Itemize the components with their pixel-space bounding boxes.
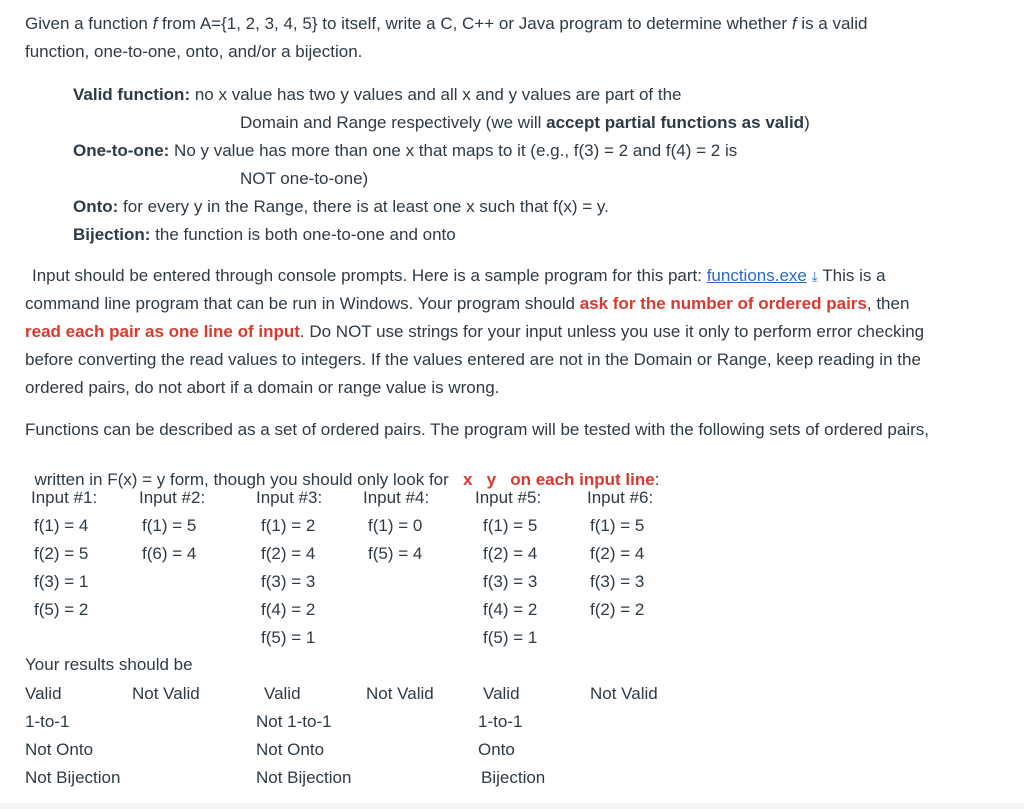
definition-text: Domain and Range respectively (we will [240,113,547,132]
definition-label: Valid function: [73,85,191,104]
input-para-line-4: before converting the read values to integers. If the values entered are not in the Domain or Range, keep reading in the [25,350,921,369]
result-line: Onto [478,740,515,759]
result-column-6 [590,680,658,708]
definition-text: ) [804,113,810,132]
input-column-2 [139,484,205,568]
ordered-pair: f(5) = 1 [261,628,316,647]
results-heading: Your results should be [25,655,193,674]
ordered-pair: f(1) = 0 [368,516,423,535]
bottom-divider [0,803,1024,809]
result-line: Not Valid [590,684,658,703]
input-column-3 [256,484,322,652]
ordered-pair: f(4) = 2 [261,600,316,619]
intro-text: from A={1, 2, 3, 4, 5} to itself, write a C, C++ or Java program to determine whether [157,14,792,33]
result-line: Not Valid [132,684,200,703]
functions-exe-link[interactable]: functions.exe [706,266,807,285]
ordered-pair: f(3) = 1 [34,572,89,591]
intro-text: is a valid [796,14,868,33]
input-header: Input #6: [587,488,654,507]
input-header: Input #1: [31,488,98,507]
ordered-pair: f(3) = 3 [590,572,645,591]
para-text: . Do NOT use strings for your input unless you use it only to perform error checking [299,322,925,341]
result-line: Not Onto [256,740,325,759]
definition-one-to-one [73,140,737,162]
func-para-line-2 [25,447,659,491]
ordered-pair: f(6) = 4 [142,544,197,563]
result-column-2 [132,680,200,708]
intro-line-2: function, one-to-one, onto, and/or a bijection. [25,42,363,61]
ordered-pair: f(2) = 4 [261,544,316,563]
input-para-line-5: ordered pairs, do not abort if a domain or range value is wrong. [25,378,500,397]
result-line: Bijection [481,768,546,787]
input-column-1 [31,484,97,624]
result-column-3 [256,680,351,792]
ordered-pair: f(1) = 2 [261,516,316,535]
result-line: Valid [483,684,520,703]
definition-bijection [73,224,456,246]
ordered-pair: f(3) = 3 [483,572,538,591]
para-text: : [654,470,660,489]
input-header: Input #4: [363,488,430,507]
result-line: Valid [25,684,62,703]
para-highlight: ask for the number of ordered pairs [579,294,867,313]
definition-label: Onto: [73,197,119,216]
para-text: This is a [817,266,886,285]
result-line: Not Valid [366,684,434,703]
definition-label: One-to-one: [73,141,170,160]
result-line: Not 1-to-1 [256,712,332,731]
ordered-pair: f(1) = 5 [483,516,538,535]
definition-text: the function is both one-to-one and onto [150,225,456,244]
input-column-6 [587,484,653,624]
input-header: Input #3: [256,488,323,507]
para-text: written in F(x) = y form, though you should only look for [34,470,459,489]
definition-text: no x value has two y values and all x and y values are part of the [190,85,682,104]
para-text: Input should be entered through console prompts. Here is a sample program for this part: [32,266,707,285]
result-column-5 [478,680,545,792]
input-para-line-3 [25,321,924,343]
ordered-pair: f(1) = 5 [142,516,197,535]
definition-valid [73,84,682,106]
result-line: Not Bijection [25,768,121,787]
ordered-pair: f(3) = 3 [261,572,316,591]
input-para-line-1 [32,265,886,287]
definition-emphasis: accept partial functions as valid [546,113,805,132]
definition-label: Bijection: [73,225,151,244]
result-line: Not Onto [25,740,94,759]
result-line: 1-to-1 [25,712,70,731]
result-line: Not Bijection [256,768,352,787]
para-highlight: x y on each input line [458,470,655,489]
ordered-pair: f(2) = 2 [590,600,645,619]
para-highlight: read each pair as one line of input [25,322,300,341]
para-text: command line program that can be run in Windows. Your program should [25,294,580,313]
result-line: Valid [264,684,301,703]
ordered-pair: f(1) = 4 [34,516,89,535]
ordered-pair: f(2) = 5 [34,544,89,563]
definition-valid-cont [240,112,810,134]
ordered-pair: f(5) = 4 [368,544,423,563]
result-column-1 [25,680,120,792]
definition-text: for every y in the Range, there is at least one x such that f(x) = y. [118,197,609,216]
intro-line-1 [25,13,867,35]
result-line: 1-to-1 [478,712,523,731]
download-icon[interactable]: ⤓ [811,268,818,284]
input-header: Input #2: [139,488,206,507]
function-symbol: f [791,14,797,33]
result-column-4 [366,680,434,708]
ordered-pair: f(2) = 4 [483,544,538,563]
definition-one-to-one-cont: NOT one-to-one) [240,169,369,188]
input-header: Input #5: [475,488,542,507]
intro-text: Given a function [25,14,153,33]
definition-onto [73,196,609,218]
ordered-pair: f(2) = 4 [590,544,645,563]
input-column-4 [363,484,429,568]
definition-text: No y value has more than one x that maps to it (e.g., f(3) = 2 and f(4) = 2 is [169,141,738,160]
ordered-pair: f(1) = 5 [590,516,645,535]
para-text: , then [866,294,910,313]
ordered-pair: f(5) = 2 [34,600,89,619]
func-para-line-1: Functions can be described as a set of ordered pairs. The program will be tested with the following sets of ordered pairs, [25,420,929,439]
ordered-pair: f(4) = 2 [483,600,538,619]
ordered-pair: f(5) = 1 [483,628,538,647]
input-column-5 [475,484,541,652]
function-symbol: f [152,14,158,33]
input-para-line-2 [25,293,909,315]
